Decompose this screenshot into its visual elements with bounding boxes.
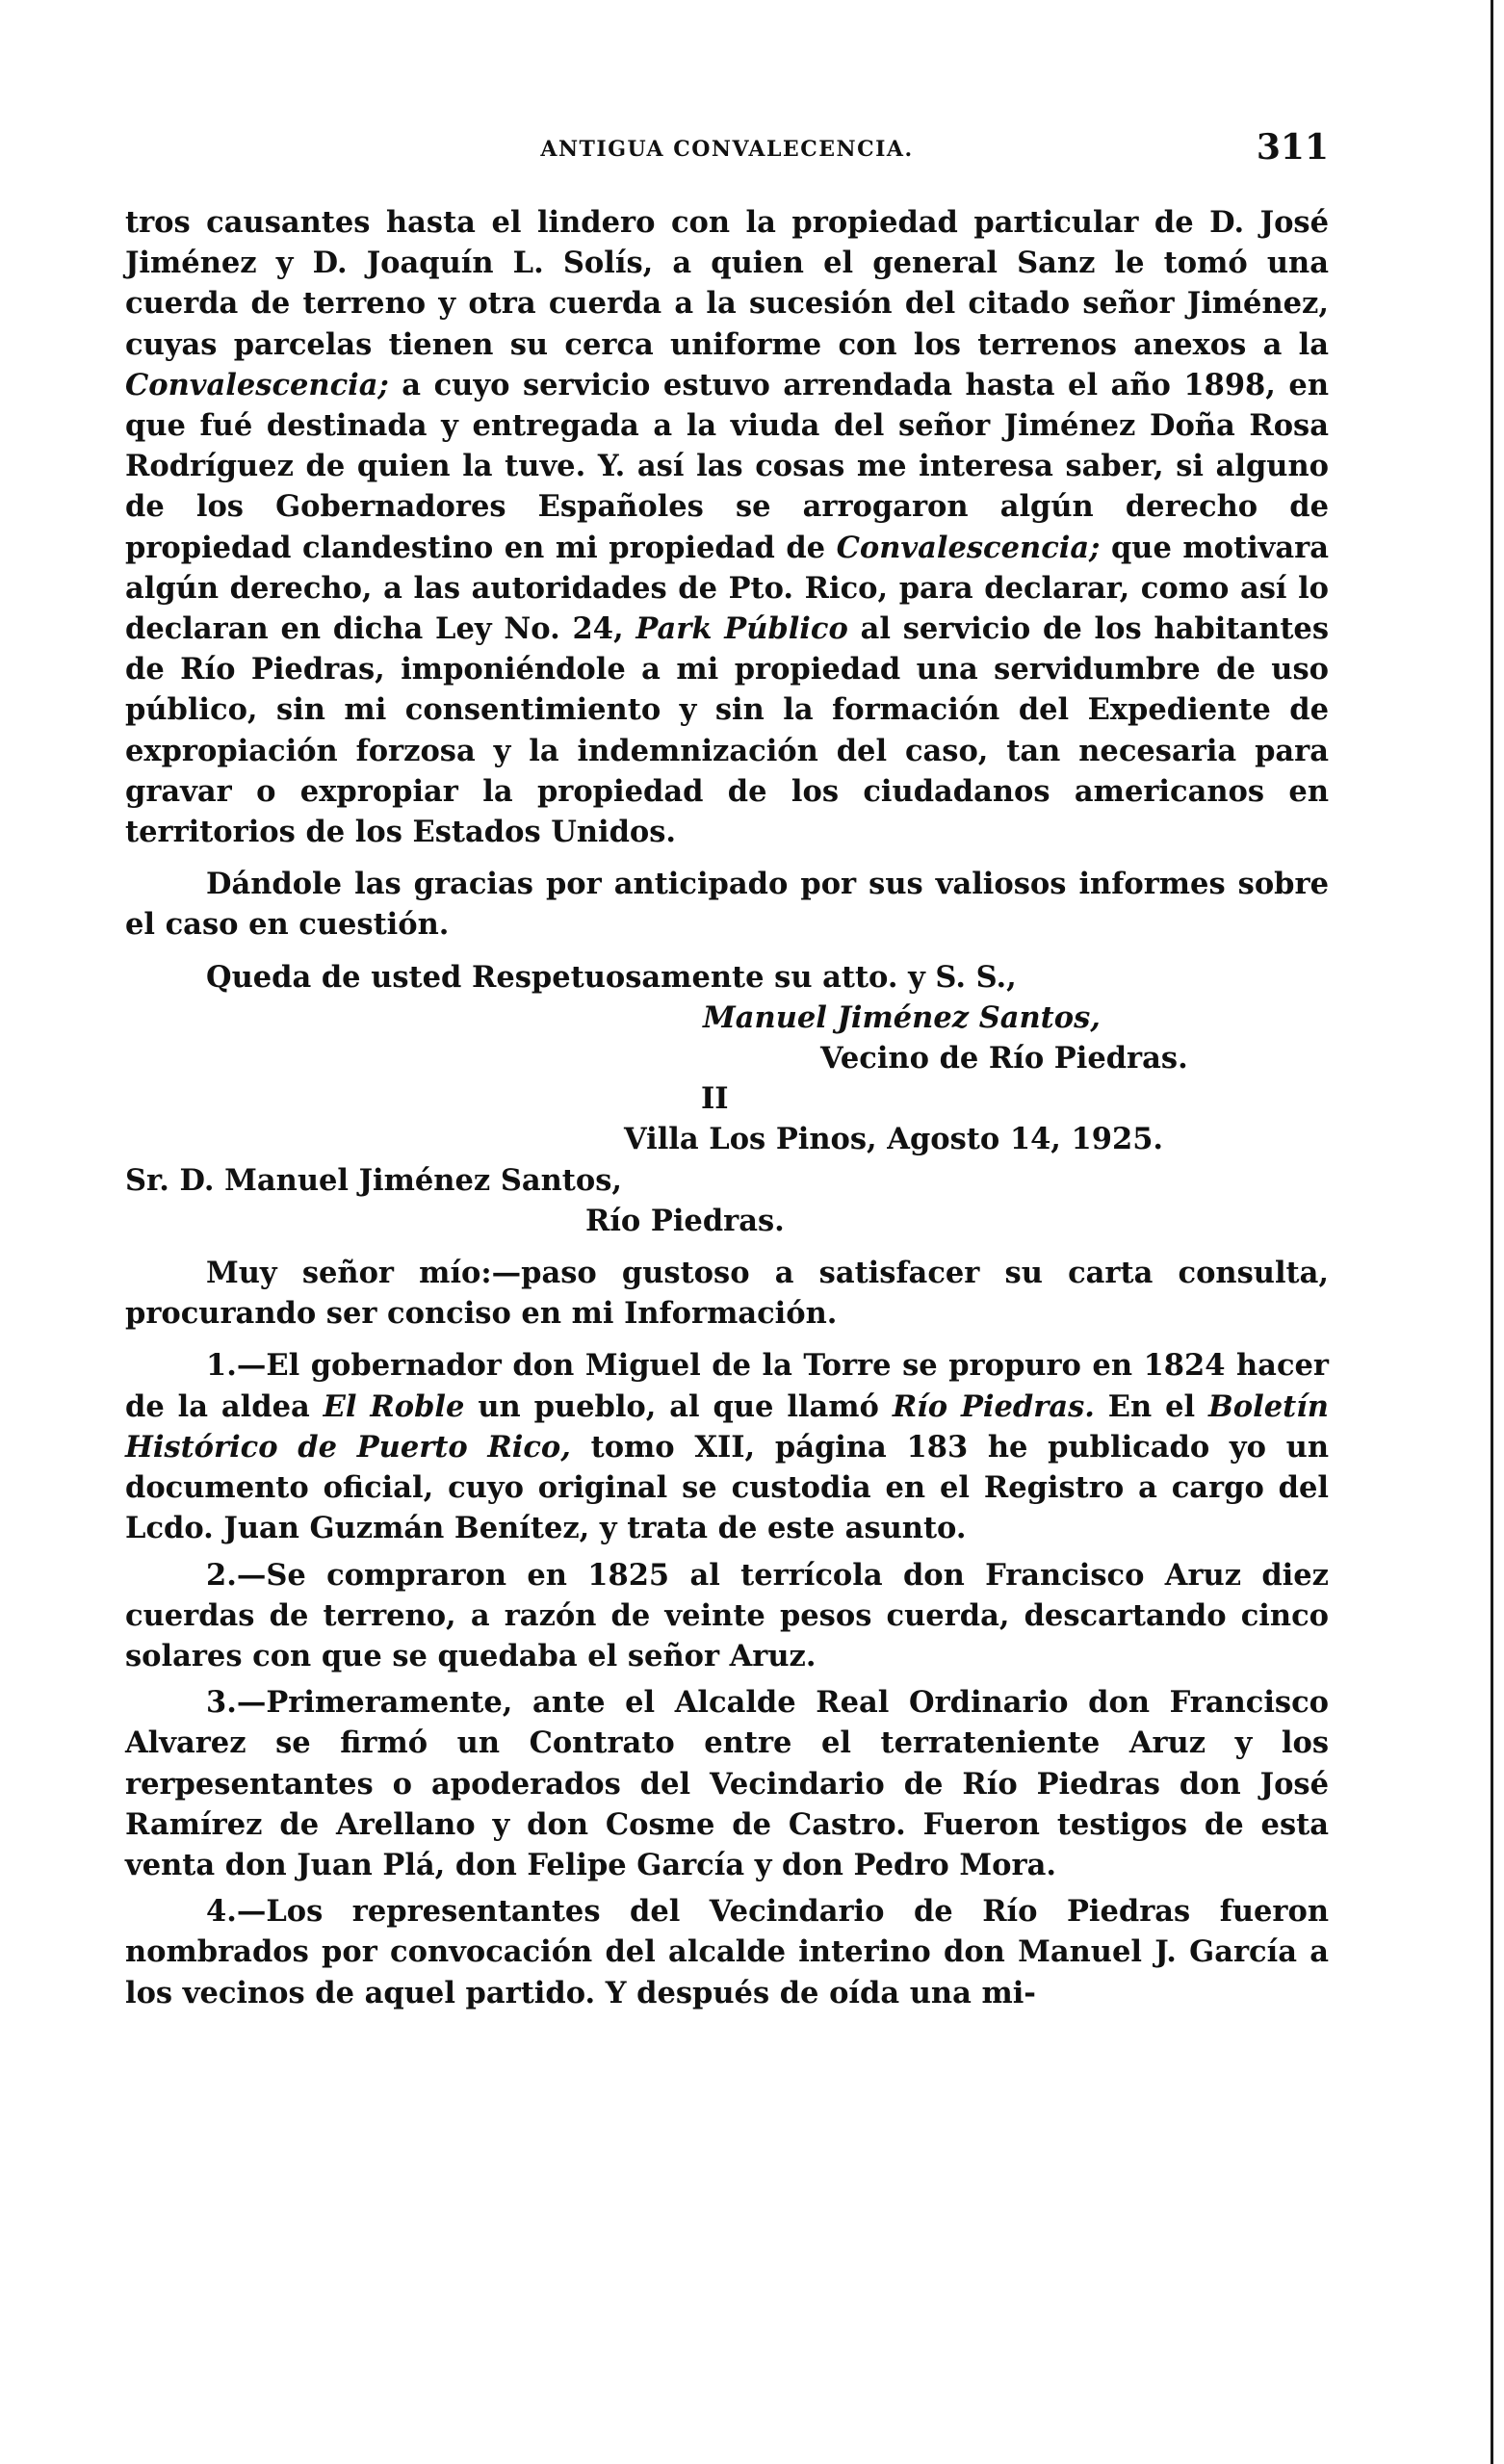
italic-run: Boletín Histórico de Puerto Rico, [125,1388,1329,1465]
letter2-item-1 [125,1345,1329,1548]
letter2-item-4: 4.—Los representantes del Vecindario de Río Piedras fueron nombrados por convocación del alcalde interino don Manuel J. García a los vecinos de aquel partido. Y después de oída una mi- [125,1894,1329,2010]
letter2-addressee-city: Río Piedras. [585,1203,785,1238]
letter2-dateline: Villa Los Pinos, Agosto 14, 1925. [624,1122,1164,1157]
letter2-salutation-paragraph: Muy señor mío:—paso gustoso a satisfacer su carta consulta, procurando ser conciso en mi Información. [125,1256,1329,1332]
body-text [125,202,1329,2013]
italic-run: Convalescencia; [836,530,1101,565]
page-number: 311 [1256,127,1329,168]
text-run: al servicio de los habitantes de Río Piedras, imponiéndole a mi propiedad una servidumbre de uso público, sin mi consentimiento y sin la formación del Expediente de expropiación forzosa y la indemnización del caso, tan necesaria para gravar o expropiar la propiedad de los ciudadanos americanos en territorios de los Estados Unidos. [125,611,1329,850]
text-run: En el [1094,1388,1209,1424]
text-run: tros causantes hasta el lindero con la propiedad particular de D. José Jiménez y D. Joaquín L. Solís, a quien el general Sanz le tomó una cuerda de terreno y otra cuerda a la sucesión del citado señor Jiménez, cuyas parcelas tienen su cerca uniforme con los terrenos anexos a la [125,205,1329,362]
italic-run: Río Piedras. [892,1388,1095,1424]
letter1-paragraph-1 [125,202,1329,852]
running-header [125,127,1329,175]
text-run: tomo XII, página 183 he publicado yo un documento oficial, cuyo original se custodia en el Registro a cargo del Lcdo. Juan Guzmán Benítez, y trata de este asunto. [125,1429,1329,1546]
running-title: ANTIGUA CONVALECENCIA. [540,137,914,162]
italic-run: Convalescencia; [125,367,389,402]
italic-run: El Roble [323,1388,465,1424]
text-run: que motivara algún derecho, a las autoridades de Pto. Rico, para declarar, como así lo declaran en dicha Ley No. 24, [125,530,1330,647]
letter1-signature-place: Vecino de Río Piedras. [820,1041,1188,1076]
letter2-item-2: 2.—Se compraron en 1825 al terrícola don Francisco Aruz diez cuerdas de terreno, a razón de veinte pesos cuerda, descartando cinco solares con que se quedaba el señor Aruz. [125,1557,1329,1673]
page-edge-rule [1491,0,1493,2464]
letter1-closing: Queda de usted Respetuosamente su atto. y S. S., [206,959,1017,995]
text-run: un pueblo, al que llamó [464,1388,893,1424]
text-run: a cuyo servicio estuvo arrendada hasta el año 1898, en que fué destinada y entregada a la viuda del señor Jiménez Doña Rosa Rodríguez de quien la tuve. Y. así las cosas me interesa saber, si alguno de los Gobernadores Españoles se arrogaron algún derecho de propiedad clandestino en mi propiedad de [125,367,1329,565]
italic-run: Park Público [635,611,848,647]
letter2-item-3: 3.—Primeramente, ante el Alcalde Real Ordinario don Francisco Alvarez se firmó un Contrato entre el terrateniente Aruz y los rerpesentantes o apoderados del Vecindario de Río Piedras don José Ramírez de Arellano y don Cosme de Castro. Fueron testigos de esta venta don Juan Plá, don Felipe García y don Pedro Mora. [125,1685,1329,1882]
letter1-signature-name: Manuel Jiménez Santos, [703,999,1101,1035]
text-run: 1.—El gobernador don Miguel de la Torre se propuro en 1824 hacer de la aldea [125,1348,1329,1424]
section-number: II [701,1081,729,1117]
letter2-addressee-name: Sr. D. Manuel Jiménez Santos, [125,1162,623,1198]
letter1-paragraph-2: Dándole las gracias por anticipado por sus valiosos informes sobre el caso en cuestión. [125,867,1329,943]
